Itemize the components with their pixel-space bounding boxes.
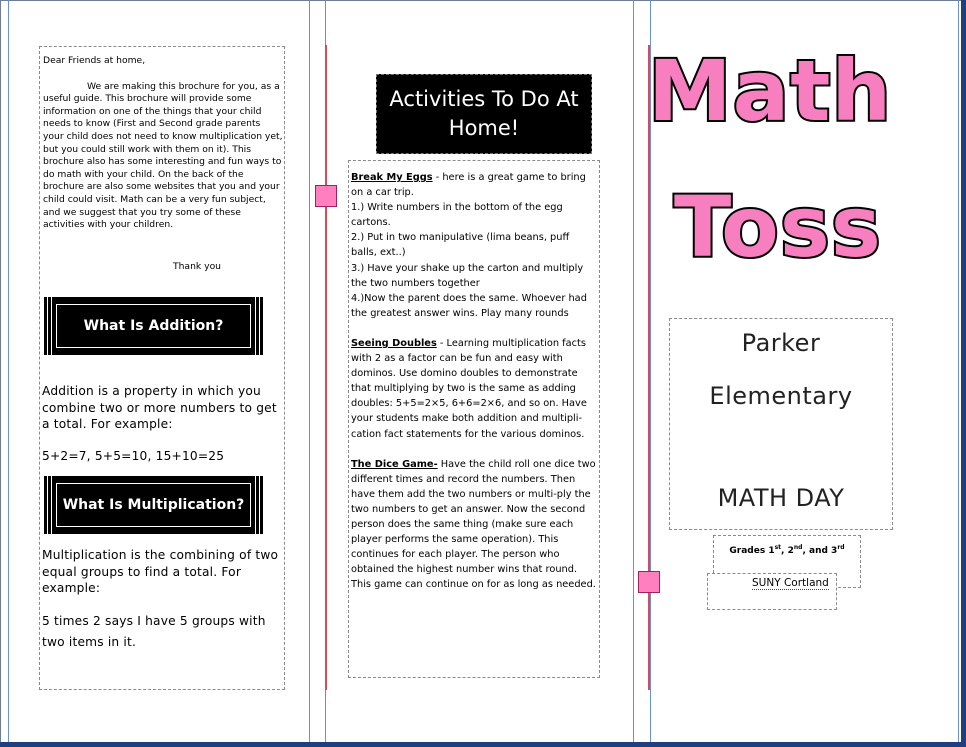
dice-heading: The Dice Game- (351, 458, 438, 470)
activities-title[interactable]: Activities To Do At Home! (376, 74, 592, 154)
margin-guide (8, 0, 9, 742)
school-textbox[interactable] (669, 318, 893, 530)
university-textbox[interactable] (707, 573, 837, 610)
multiplication-heading: What Is Multiplication? (56, 483, 251, 527)
multiplication-banner[interactable] (44, 476, 263, 534)
window-border-right (961, 0, 966, 747)
doubles-heading: Seeing Doubles (351, 337, 437, 349)
column-guide (633, 0, 634, 742)
letter-greeting: Dear Friends at home, (43, 55, 146, 66)
connector-line (325, 45, 327, 690)
activities-textbox[interactable] (348, 160, 600, 678)
letter-body: We are making this brochure for you, as a useful guide. This brochure will provide some information on one of the things that your child needs to know (First and Second grade parents your child does not need to know multiplication yet, but you could still work with them on it). This brochure also has some interesting and fun ways to do math with your child. On the back of the brochure are also some websites that you and your child could visit. Math can be a very fun subject, and we suggest that you try some of these activities with your children. (43, 80, 283, 231)
addition-banner[interactable] (44, 297, 263, 355)
eggs-step: 1.) Write numbers in the bottom of the egg cartons. (351, 202, 563, 229)
grades-sup: rd (837, 544, 845, 551)
dice-text: Have the child roll one dice two different times and record the numbers. Then have them add the two numbers or multi-ply the two numbers to get an answer. Now the second person does the same thing (make sure each player performs the same operation). This continues for each player. The person who obtained the highest number wins that round. This game can continue on for as long as needed. (351, 458, 596, 591)
addition-text: Addition is a property in which you combine two or more numbers to get a total. For example: (42, 384, 277, 432)
eggs-step: 3.) Have your shake up the carton and multiply the two numbers together (351, 262, 584, 289)
grades-mid: , and 3 (802, 546, 838, 556)
title-math[interactable]: Math (648, 42, 893, 140)
eggs-step: 4.)Now the parent does the same. Whoever had the greatest answer wins. Play many rounds (351, 292, 587, 319)
grades-prefix: Grades 1 (729, 546, 775, 556)
multiplication-text: Multiplication is the combining of two equal groups to find a total. For example: (42, 548, 279, 596)
school-name-line2: Elementary (709, 382, 853, 410)
dice-paragraph (351, 457, 597, 593)
letter-closing: Thank you (173, 261, 222, 272)
doubles-paragraph (351, 336, 597, 442)
multiplication-example: 5 times 2 says I have 5 groups with two items in it. (42, 614, 266, 649)
event-name: MATH DAY (717, 484, 845, 512)
margin-guide (958, 0, 959, 742)
connector-line (648, 45, 650, 690)
grades-mid: , 2 (781, 546, 794, 556)
connect-handle[interactable] (638, 571, 660, 593)
connect-handle[interactable] (315, 185, 337, 207)
letter-text (43, 55, 283, 232)
column-guide (309, 0, 310, 742)
university-name: SUNY Cortland (752, 577, 829, 589)
grades-sup: st (774, 544, 782, 551)
school-name-line1: Parker (741, 329, 821, 357)
eggs-paragraph (351, 170, 597, 200)
doubles-text: - Learning multiplication facts with 2 as a factor can be fun and easy with dominos. Use domino doubles to demonstrate that multiplying by two is the same as adding doubles: 5+5=2×5, 6+6=2×6, and so on. Have your students make both addition and multipli-cation fact statements for the various dominos. (351, 337, 587, 440)
addition-example: 5+2=7, 5+5=10, 15+10=25 (42, 449, 225, 463)
activities-text (351, 170, 597, 592)
grades-sup: nd (793, 544, 803, 551)
grades-text (714, 544, 860, 556)
title-toss[interactable]: Toss (674, 178, 882, 276)
eggs-step: 2.) Put in two manipulative (lima beans, puff balls, ext..) (351, 232, 570, 259)
eggs-heading: Break My Eggs (351, 172, 433, 183)
window-border-bottom (0, 742, 966, 747)
eggs-intro: - here is a great game to bring on a car trip. (351, 172, 586, 199)
addition-heading: What Is Addition? (56, 304, 251, 348)
